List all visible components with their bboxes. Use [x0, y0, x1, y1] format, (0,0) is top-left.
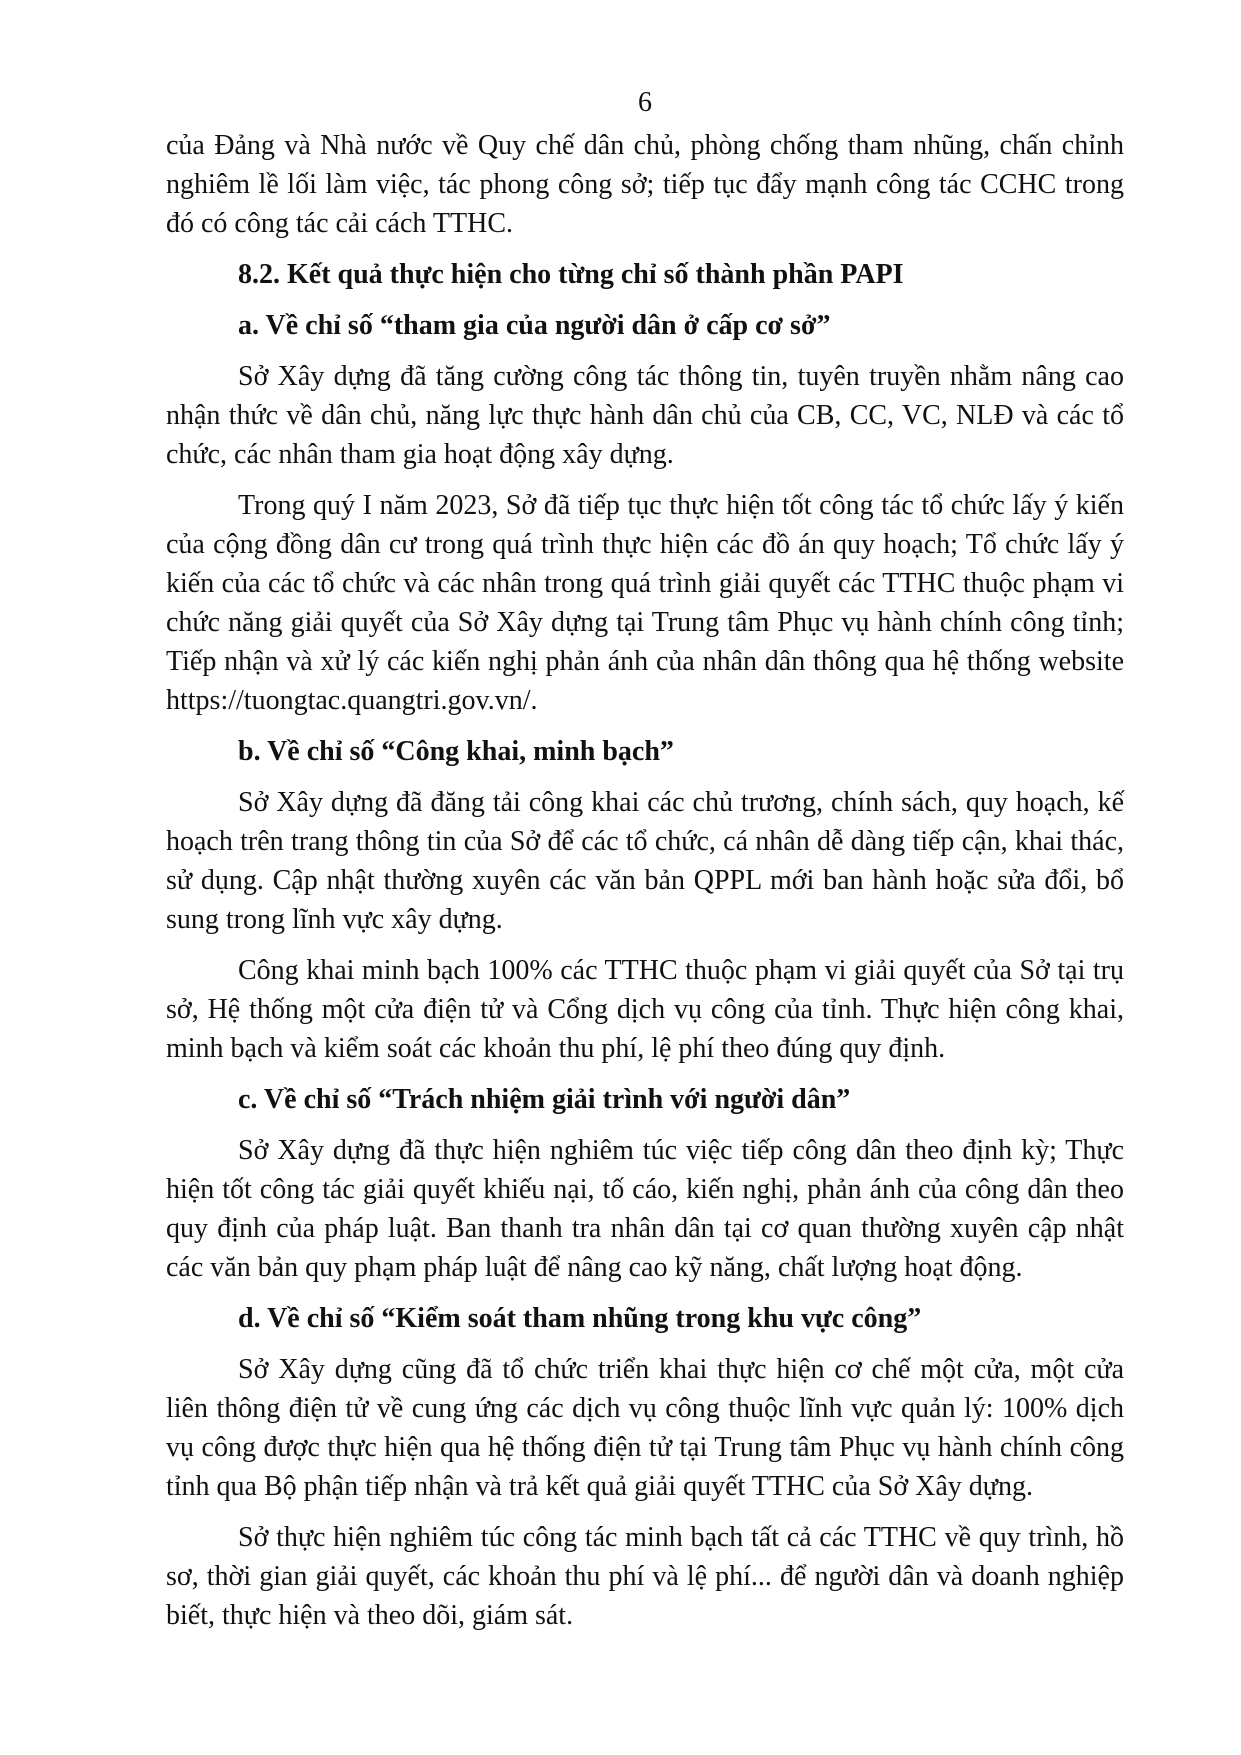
- paragraph: Sở Xây dựng đã thực hiện nghiêm túc việc tiếp công dân theo định kỳ; Thực hiện tốt công tác giải quyết khiếu nại, tố cáo, kiến nghị, phản ánh của công dân theo quy định của pháp luật. Ban thanh tra nhân dân tại cơ quan thường xuyên cập nhật các văn bản quy phạm pháp luật để nâng cao kỹ năng, chất lượng hoạt động.: [166, 1135, 1124, 1283]
- paragraph: Trong quý I năm 2023, Sở đã tiếp tục thực hiện tốt công tác tổ chức lấy ý kiến của cộng đồng dân cư trong quá trình thực hiện các đồ án quy hoạch; Tổ chức lấy ý kiến của các tổ chức và các nhân trong quá trình giải quyết các TTHC thuộc phạm vi chức năng giải quyết của Sở Xây dựng tại Trung tâm Phục vụ hành chính công tỉnh; Tiếp nhận và xử lý các kiến nghị phản ánh của nhân dân thông qua hệ thống website https://tuongtac.quangtri.gov.vn/.: [166, 490, 1124, 716]
- paragraph: Sở Xây dựng đã tăng cường công tác thông tin, tuyên truyền nhằm nâng cao nhận thức về dân chủ, năng lực thực hành dân chủ của CB, CC, VC, NLĐ và các tổ chức, các nhân tham gia hoạt động xây dựng.: [166, 361, 1124, 470]
- paragraph: Sở Xây dựng đã đăng tải công khai các chủ trương, chính sách, quy hoạch, kế hoạch trên trang thông tin của Sở để các tổ chức, cá nhân dễ dàng tiếp cận, khai thác, sử dụng. Cập nhật thường xuyên các văn bản QPPL mới ban hành hoặc sửa đổi, bổ sung trong lĩnh vực xây dựng.: [166, 787, 1124, 935]
- subsection-heading-c: c. Về chỉ số “Trách nhiệm giải trình với người dân”: [238, 1084, 851, 1115]
- subsection-heading-a: a. Về chỉ số “tham gia của người dân ở cấp cơ sở”: [238, 310, 831, 341]
- document-page: [166, 84, 1124, 1635]
- section-heading-8-2: 8.2. Kết quả thực hiện cho từng chỉ số thành phần PAPI: [238, 259, 904, 290]
- subsection-heading-b: b. Về chỉ số “Công khai, minh bạch”: [238, 736, 674, 767]
- paragraph: Sở thực hiện nghiêm túc công tác minh bạch tất cả các TTHC về quy trình, hồ sơ, thời gian giải quyết, các khoản thu phí và lệ phí... để người dân và doanh nghiệp biết, thực hiện và theo dõi, giám sát.: [166, 1522, 1124, 1631]
- subsection-heading-d: d. Về chỉ số “Kiểm soát tham nhũng trong khu vực công”: [238, 1303, 922, 1334]
- paragraph: Công khai minh bạch 100% các TTHC thuộc phạm vi giải quyết của Sở tại trụ sở, Hệ thống một cửa điện tử và Cổng dịch vụ công của tỉnh. Thực hiện công khai, minh bạch và kiểm soát các khoản thu phí, lệ phí theo đúng quy định.: [166, 955, 1124, 1064]
- page-number: 6: [638, 87, 652, 118]
- paragraph-continuation: của Đảng và Nhà nước về Quy chế dân chủ, phòng chống tham nhũng, chấn chỉnh nghiêm lề lối làm việc, tác phong công sở; tiếp tục đẩy mạnh công tác CCHC trong đó có công tác cải cách TTHC.: [166, 130, 1124, 239]
- paragraph: Sở Xây dựng cũng đã tổ chức triển khai thực hiện cơ chế một cửa, một cửa liên thông điện tử về cung ứng các dịch vụ công thuộc lĩnh vực quản lý: 100% dịch vụ công được thực hiện qua hệ thống điện tử tại Trung tâm Phục vụ hành chính công tỉnh qua Bộ phận tiếp nhận và trả kết quả giải quyết TTHC của Sở Xây dựng.: [166, 1354, 1124, 1502]
